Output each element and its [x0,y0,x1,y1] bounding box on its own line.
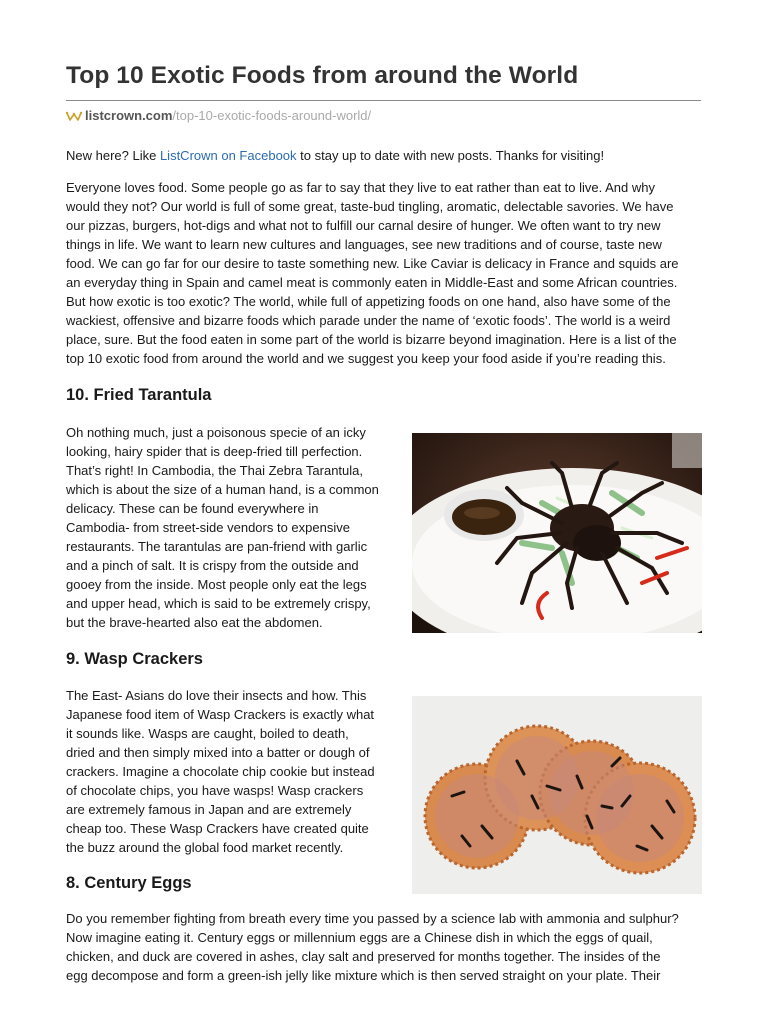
section-line: are extremely famous in Japan and are extremely [66,802,352,817]
intro-suffix: to stay up to date with new posts. Thanks for visiting! [296,148,605,163]
paragraph-line: wackiest, offensive and bizarre foods which parade under the name of ‘exotic foods’. The world is a weird [66,313,671,328]
section-line: but the brave-hearted also eat the abdomen. [66,615,323,630]
section-line: of chocolate chips, you have wasps! Wasp crackers [66,783,364,798]
section-line: delicacy. These can be found everywhere in [66,501,319,516]
paragraph-line: place, sure. But the food eaten in some part of the world is bizarre beyond imagination. Here is a list of the [66,332,677,347]
intro-paragraph [66,178,706,368]
crown-logo-icon [66,110,82,122]
section-line: and upper head, which is said to be extremely crispy, [66,596,371,611]
intro-prefix: New here? Like [66,148,160,163]
source-path[interactable]: /top-10-exotic-foods-around-world/ [172,108,372,123]
section-line: Japanese food item of Wasp Crackers is exactly what [66,707,375,722]
source-url[interactable] [66,108,371,124]
paragraph-line: top 10 exotic food from around the world and we suggest you keep your food aside if you’re reading this. [66,351,666,366]
section-line: gooey from the inside. Most people only eat the legs [66,577,367,592]
section-line: it sounds like. Wasps are caught, boiled to death, [66,726,349,741]
page-title: Top 10 Exotic Foods from around the World [66,62,579,89]
paragraph-line: Everyone loves food. Some people go as far to say that they live to eat rather than eat to live. And why [66,180,655,195]
section-line: restaurants. The tarantulas are pan-friend with garlic [66,539,368,554]
section-line: The East- Asians do love their insects and how. This [66,688,367,703]
paragraph-line: would they not? Our world is full of some great, taste-bud tingling, aromatic, delectable savories. We have [66,199,674,214]
paragraph-line: things in life. We want to learn new cultures and languages, see new traditions and of course, taste new [66,237,662,252]
section-line: egg decompose and form a green-ish jelly like mixture which is then served straight on your plate. Their [66,968,661,983]
section-text-fried-tarantula [66,423,406,632]
section-line: chicken, and duck are covered in ashes, clay salt and preserved for months together. The insides of the [66,949,661,964]
section-heading-fried-tarantula: 10. Fried Tarantula [66,386,212,404]
paragraph-line: food. We can go far for our desire to taste something new. Like Caviar is delicacy in France and squids are [66,256,679,271]
section-line: the buzz around the global food market recently. [66,840,344,855]
section-line: cheap too. These Wasp Crackers have created quite [66,821,369,836]
intro-line [66,146,706,165]
section-line: Cambodia- from street-side vendors to expensive [66,520,350,535]
section-text-century-eggs [66,909,706,985]
section-text-wasp-crackers [66,686,406,857]
facebook-link[interactable]: ListCrown on Facebook [159,148,297,163]
section-line: crackers. Imagine a chocolate chip cookie but instead [66,764,375,779]
fried-tarantula-photo [412,433,702,633]
section-line: Oh nothing much, just a poisonous specie of an icky [66,425,366,440]
paragraph-line: an everyday thing in Spain and camel meat is commonly eaten in Middle-East and some African countries. [66,275,678,290]
title-divider [66,100,701,101]
section-line: That’s right! In Cambodia, the Thai Zebra Tarantula, [66,463,364,478]
section-line: Now imagine eating it. Century eggs or millennium eggs are a Chinese dish in which the eggs of quail, [66,930,653,945]
section-heading-century-eggs: 8. Century Eggs [66,874,192,892]
wasp-crackers-photo [412,696,702,894]
paragraph-line: But how exotic is too exotic? The world, while full of appetizing foods on one hand, also have some of the [66,294,671,309]
section-line: which is about the size of a human hand, is a common [66,482,379,497]
section-line: and a pinch of salt. It is crispy from the outside and [66,558,359,573]
section-heading-wasp-crackers: 9. Wasp Crackers [66,650,203,668]
section-line: looking, hairy spider that is deep-fried till perfection. [66,444,363,459]
source-domain[interactable]: listcrown.com [85,108,173,123]
section-line: dried and then simply mixed into a batter or dough of [66,745,370,760]
section-line: Do you remember fighting from breath every time you passed by a science lab with ammonia and sulphur? [66,911,679,926]
paragraph-line: our pizzas, burgers, hot-digs and what not to fulfill our carnal desire of hunger. We often want to try new [66,218,661,233]
